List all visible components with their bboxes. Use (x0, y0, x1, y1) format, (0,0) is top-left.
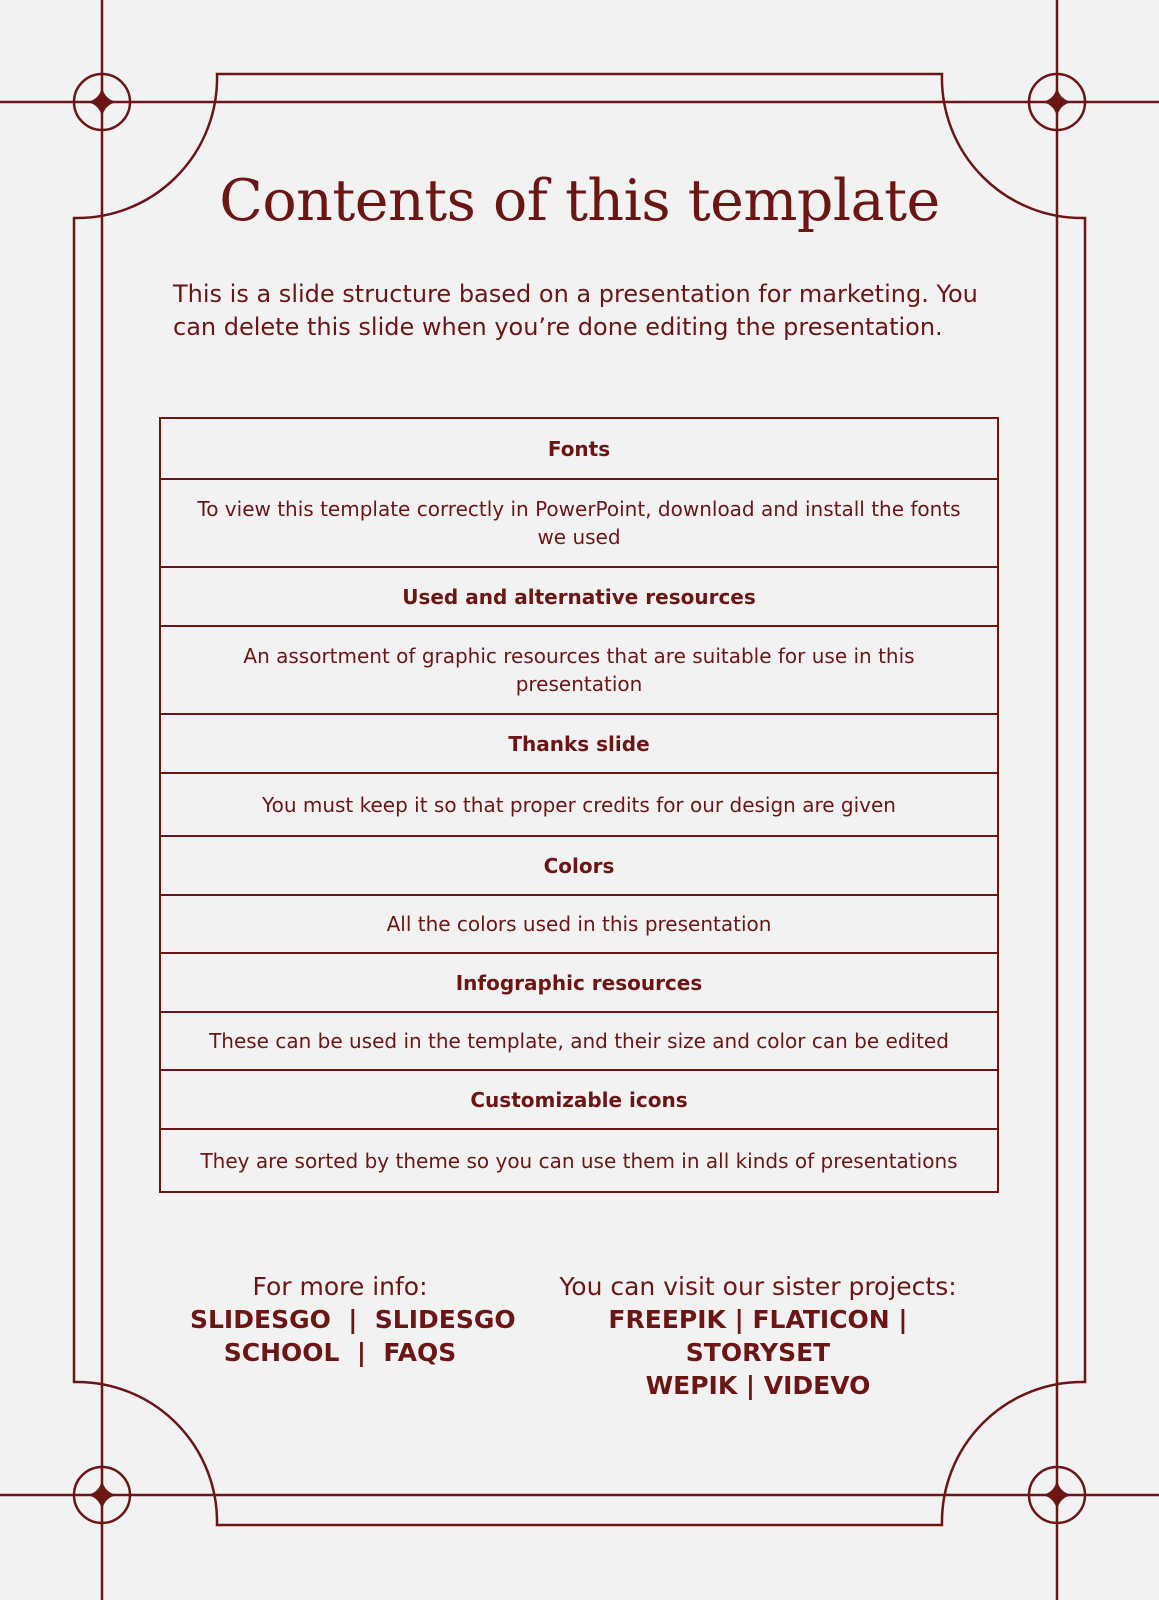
section-heading: Colors (161, 835, 997, 894)
contents-table (159, 417, 999, 1193)
more-info-block (190, 1270, 516, 1369)
section-description: They are sorted by theme so you can use them in all kinds of presentations (161, 1128, 997, 1191)
intro-text: This is a slide structure based on a presentation for marketing. You can delete this slide when you’re done editing the presentation. (173, 280, 978, 341)
section-heading: Thanks slide (161, 713, 997, 772)
section-description: You must keep it so that proper credits for our design are given (161, 772, 997, 835)
sparkle-icon (1041, 1479, 1073, 1511)
section-heading: Used and alternative resources (161, 566, 997, 625)
section-description: An assortment of graphic resources that are suitable for use in this presentation (161, 625, 997, 713)
sister-projects-label: You can visit our sister projects: (559, 1272, 957, 1301)
section-heading: Fonts (547, 436, 611, 461)
sparkle-icon (86, 1479, 118, 1511)
sparkle-icon (86, 86, 118, 118)
section-description: All the colors used in this presentation (161, 894, 997, 952)
section-heading: Infographic resources (161, 952, 997, 1011)
section-description: To view this template correctly in PowerPoint, download and install the fonts we used (161, 478, 997, 566)
sister-projects-links[interactable]: WEPIK | VIDEVO (645, 1371, 871, 1400)
sparkle-icon (1041, 86, 1073, 118)
section-heading: Customizable icons (161, 1069, 997, 1128)
section-description: These can be used in the template, and their size and color can be edited (161, 1011, 997, 1069)
more-info-label: For more info: (252, 1272, 428, 1301)
sister-projects-links[interactable]: FREEPIK | FLATICON | STORYSET (608, 1305, 908, 1367)
more-info-links[interactable]: SCHOOL | FAQS (223, 1338, 457, 1367)
sister-projects-block (548, 1270, 968, 1402)
page-title: Contents of this template (219, 168, 940, 234)
more-info-links[interactable]: SLIDESGO | SLIDESGO (190, 1305, 516, 1334)
